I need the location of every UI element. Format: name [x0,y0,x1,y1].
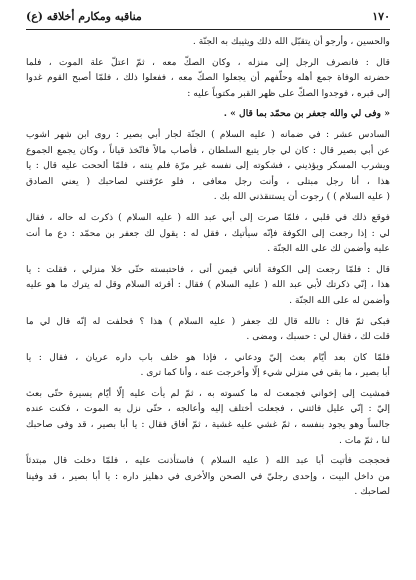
paragraph [26,350,390,381]
page-header [26,8,390,26]
text-line: السادس عشر : في ضمانه ( عليه السلام ) الجنّة لجار أبي بصير : روى ابن شهر اشوب [26,128,390,140]
text-line: هذا ، إنّي ذكرتك لأبي عبد الله ( عليه السلام ) فقال : أقرئه السلام وقل له يترك ما هو عليه [26,279,390,291]
text-line: جالساً وهو يجود بنفسه ، ثمّ غشي عليه غشية ، ثمّ أفاق فقال : يا أبا بصير ، قد وفى صاحبك [26,419,390,431]
text-line: لنا ، ثمّ مات . [339,434,390,446]
text-line: قال : فلمّا رجعت إلى الكوفة أتاني فيمن أتى ، فاحتبسته حتّى خلا منزلي ، فقلت : يا [26,263,390,275]
paragraph [26,386,390,448]
text-line: عليه وأضمن لك على الله الجنّة . [267,243,390,255]
text-line: وأضمن له على الله الجنّة . [289,294,390,306]
text-line: من داخل البيت ، وإحدى رجليّ في الصحن والأخرى في دهليز داره : يا أبا بصير ، قد وفينا [26,470,390,482]
text-line: قال : فانصرف الرجل إلى منزله ، وكان الصكّ معه ، ثمّ اعتلّ علة الموت ، فلما [26,56,390,68]
text-line: فحججت فأتيت أبا عبد الله ( عليه السلام ) فاستأذنت عليه ، فلمّا دخلت قال مبتدئاً [26,455,390,467]
header-rule [26,29,390,30]
text-line: فبكى ثمّ قال : تالله قال لك جعفر ( عليه السلام ) هذا ؟ فحلفت له إنّه قال لي ما [26,315,390,327]
text-line: إليّ : إنّي عليل فائتني ، فجعلت أختلف إليه وأعالجه ، حتّى نزل به الموت ، فكنت عنده [26,403,390,415]
text-line: فمشيت إلى إخواني فجمعت له ما كسوته به ، ثمّ لم يأت عليه إلّا أيّام يسيرة حتّى بعث [26,387,390,399]
text-line: ( عليه السلام ) ) رجوت أن يستنقذني الله بك . [213,191,390,203]
text-line: حضرته الوفاة جمع أهله وحلّفهم أن يجعلوا الصكّ معه ، ففعلوا ذلك ، فلمّا أصبح القوم غدوا [26,72,390,84]
paragraph [26,34,390,50]
paragraph [26,127,390,205]
text-line: والحسين ، وأرجو أن يتقبّل الله ذلك ويثيبك به الجنّة . [192,36,390,47]
paragraph [26,314,390,345]
text-line: إلى قبره ، فوجدوا الصكّ على ظهر القبر مكتوباً عليه : [187,87,390,99]
text-line: فلمّا كان بعد أيّام بعث إليّ ودعاني ، فإذا هو خلف باب داره عريان ، فقال : يا [26,351,390,363]
text-line: « وفى لي والله جعفر بن محمّد بما قال » . [223,108,390,120]
text-line: ويشرب المسكر ويؤذيني ، فشكوته إلى نفسه غير مرّة فلم ينته ، فلمّا ألححت عليه قال : يا [26,160,390,172]
text-line: أبا بصير ، ما بقي في منزلي شيء إلّا وأخرجت عنه ، وأنا كما ترى . [140,367,390,379]
text-line: لصاحبك . [354,486,390,498]
paragraph [26,55,390,102]
text-line: هذا ، أنا رجل مبتلى ، وأنت رجل معافى ، فلو عرّفتني لصاحبك ( يعني الصادق [26,175,390,187]
page-number: ١٧٠ [372,10,390,23]
text-line: قلت لك ، فقال لي : حسبك ، ومضى . [246,331,390,343]
text-line: لي : إذا رجعت إلى الكوفة فإنّه سيأتيك ، فقل له : يقول لك جعفر بن محمّد : دع ما أنت [26,227,390,239]
running-title: مناقبه ومكارم أخلاقه (ع) [26,10,142,23]
quoted-inscription [26,106,390,122]
paragraph [26,262,390,309]
paragraph [26,210,390,257]
text-line: فوقع ذلك في قلبي ، فلمّا صرت إلى أبي عبد الله ( عليه السلام ) ذكرت له حاله ، فقال [26,211,390,223]
page-body [26,34,390,570]
text-line: عن أبي بصير قال : كان لي جار يتبع السلطان ، فأصاب مالاً فاتّخذ قياناً ، وكان يجمع الجموع [26,144,390,156]
paragraph [26,453,390,500]
